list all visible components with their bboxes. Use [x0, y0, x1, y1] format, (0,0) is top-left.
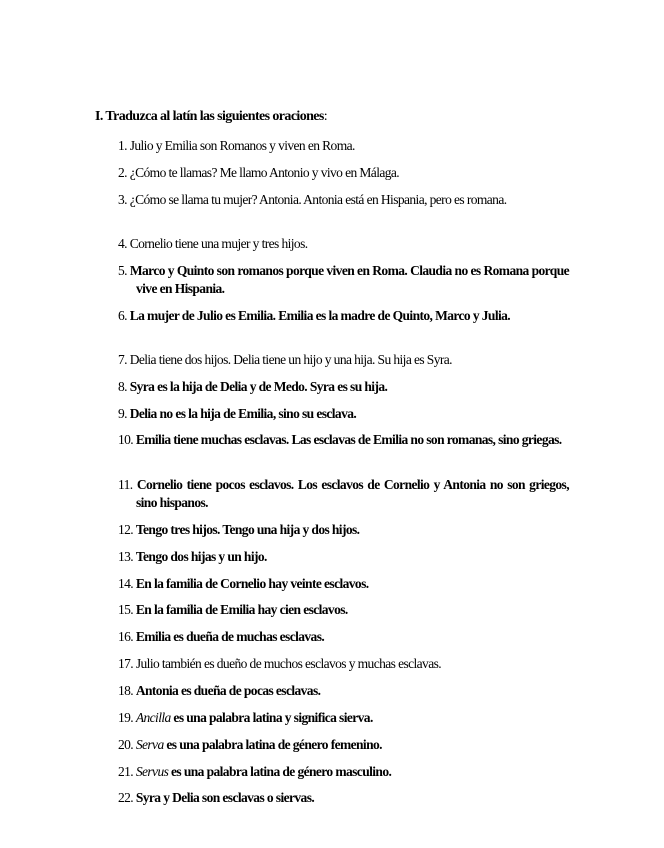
sentence-number: 2. — [118, 165, 127, 180]
sentence-number: 7. — [118, 352, 127, 367]
sentence-text: Tengo tres hijos. Tengo una hija y dos hijos. — [135, 522, 360, 537]
exercise-heading-title: I. Traduzca al latín las siguientes oraciones — [95, 109, 324, 124]
sentence-20 — [118, 736, 569, 754]
sentence-18 — [118, 682, 569, 700]
sentence-text: Cornelio tiene una mujer y tres hijos. — [129, 236, 308, 251]
sentence-14 — [118, 575, 569, 593]
sentence-number: 3. — [118, 192, 127, 207]
sentence-8 — [118, 378, 569, 396]
sentence-text: Delia no es la hija de Emilia, sino su esclava. — [129, 406, 357, 421]
sentence-9 — [118, 405, 569, 423]
sentence-number: 19. — [118, 710, 134, 725]
sentence-number: 12. — [118, 522, 134, 537]
sentence-6 — [118, 307, 569, 325]
sentence-text: En la familia de Emilia hay cien esclavos. — [135, 602, 348, 617]
sentence-number: 8. — [118, 379, 127, 394]
sentence-number: 21. — [118, 764, 134, 779]
sentence-text: Emilia tiene muchas esclavas. Las esclavas de Emilia no son romanas, sino griegas. — [135, 432, 562, 447]
sentence-text: es una palabra latina de género femenino. — [163, 737, 382, 752]
sentence-text: Julio y Emilia son Romanos y viven en Roma. — [129, 138, 355, 153]
sentence-number: 1. — [118, 138, 127, 153]
sentence-22 — [118, 789, 569, 807]
sentence-text: Delia tiene dos hijos. Delia tiene un hijo y una hija. Su hija es Syra. — [129, 352, 452, 367]
sentence-number: 18. — [118, 683, 134, 698]
sentence-text: Tengo dos hijas y un hijo. — [135, 549, 267, 564]
sentence-3 — [118, 191, 569, 209]
latin-word: Ancilla — [135, 710, 171, 725]
sentence-text: Syra y Delia son esclavas o siervas. — [135, 790, 315, 805]
sentence-16 — [118, 628, 569, 646]
sentence-text: Marco y Quinto son romanos porque viven en Roma. Claudia no es Romana porque vive en Hispania. — [129, 263, 570, 296]
latin-word: Servus — [135, 764, 169, 779]
sentence-text: es una palabra latina de género masculino. — [168, 764, 392, 779]
sentence-13 — [118, 548, 569, 566]
sentence-text: ¿Cómo se llama tu mujer? Antonia. Antonia está en Hispania, pero es romana. — [129, 192, 507, 207]
sentence-number: 22. — [118, 790, 134, 805]
sentence-17 — [118, 655, 569, 673]
sentence-text: ¿Cómo te llamas? Me llamo Antonio y vivo en Málaga. — [129, 165, 400, 180]
sentence-number: 15. — [118, 602, 134, 617]
sentence-number: 4. — [118, 236, 127, 251]
sentence-number: 20. — [118, 737, 134, 752]
sentence-1 — [118, 137, 569, 155]
sentence-text: Cornelio tiene pocos esclavos. Los esclavos de Cornelio y Antonia no son griegos, sino hispanos. — [136, 477, 569, 510]
sentence-7 — [118, 351, 569, 369]
sentence-text: La mujer de Julio es Emilia. Emilia es la madre de Quinto, Marco y Julia. — [129, 308, 511, 323]
sentence-number: 6. — [118, 308, 127, 323]
sentence-text: En la familia de Cornelio hay veinte esclavos. — [135, 576, 369, 591]
sentence-19 — [118, 709, 569, 727]
exercise-heading — [95, 109, 327, 125]
sentence-text: Julio también es dueño de muchos esclavos y muchas esclavas. — [135, 656, 442, 671]
latin-word: Serva — [135, 737, 164, 752]
sentence-number: 17. — [118, 656, 134, 671]
exercise-heading-colon: : — [323, 109, 328, 124]
sentence-15 — [118, 601, 569, 619]
sentence-12 — [118, 521, 569, 539]
sentence-text: es una palabra latina y significa sierva. — [170, 710, 373, 725]
sentence-number: 10. — [118, 432, 134, 447]
sentence-10 — [118, 431, 569, 449]
sentence-number: 5. — [118, 263, 127, 278]
sentence-4 — [118, 235, 569, 253]
sentence-11 — [118, 476, 569, 512]
sentence-text: Syra es la hija de Delia y de Medo. Syra es su hija. — [129, 379, 388, 394]
sentence-number: 9. — [118, 406, 127, 421]
sentence-number: 14. — [118, 576, 134, 591]
sentence-2 — [118, 164, 569, 182]
sentence-number: 13. — [118, 549, 134, 564]
sentence-21 — [118, 763, 569, 781]
sentence-5 — [118, 262, 569, 298]
sentence-number: 16. — [118, 629, 134, 644]
sentence-text: Antonia es dueña de pocas esclavas. — [135, 683, 321, 698]
sentence-number: 11. — [118, 477, 133, 492]
sentence-text: Emilia es dueña de muchas esclavas. — [135, 629, 325, 644]
